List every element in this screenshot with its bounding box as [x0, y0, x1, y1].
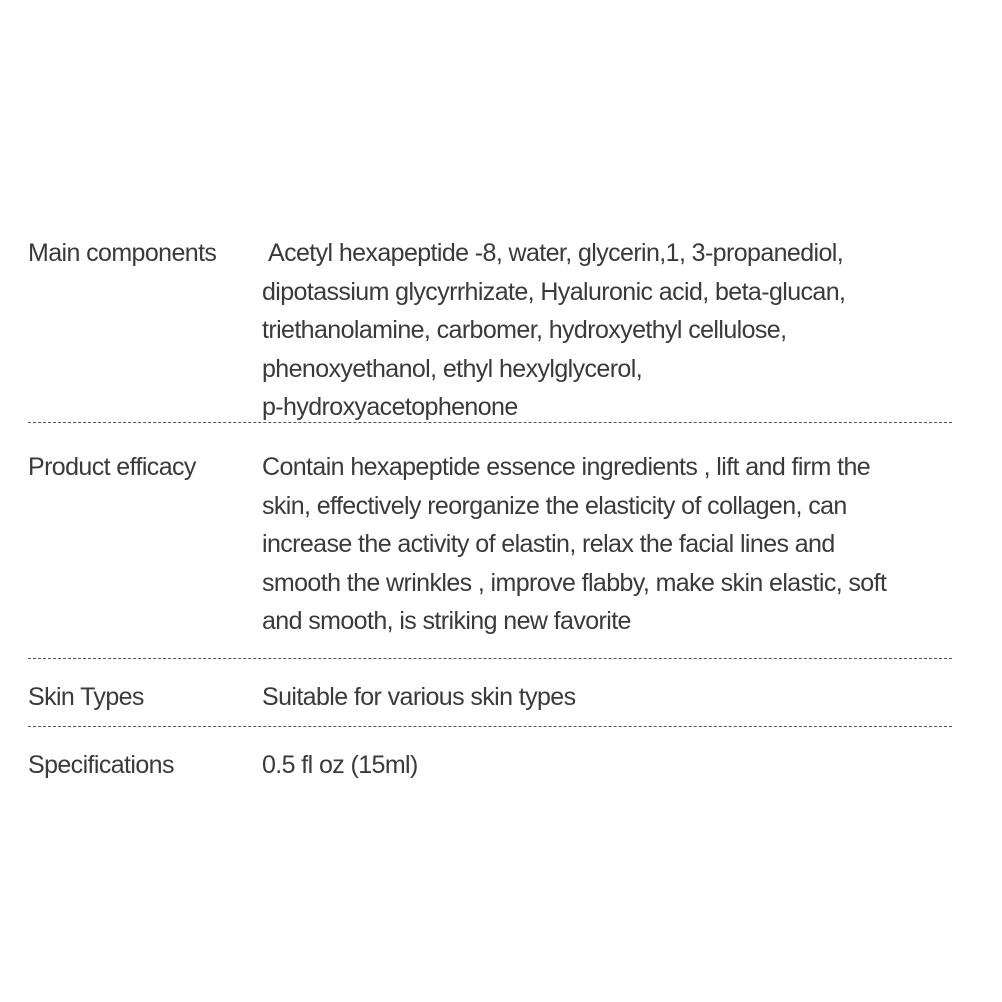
spec-value-skin-types: Suitable for various skin types [262, 683, 576, 711]
spec-label-product-efficacy: Product efficacy [28, 453, 196, 481]
spec-row-product-efficacy [28, 448, 952, 658]
spec-label-specifications: Specifications [28, 751, 174, 779]
spec-row-skin-types [28, 678, 952, 726]
spec-label-skin-types: Skin Types [28, 683, 144, 711]
dashed-divider [28, 726, 952, 727]
spec-value-main-components: Acetyl hexapeptide -8, water, glycerin,1, 3-propanediol, dipotassium glycyrrhizate, Hyaluronic acid, beta-glucan, triethanolamine, carbomer, hydroxyethyl cellulose, phenoxyethanol, ethyl hexylglycerol, p-hydroxyacetophenone [262, 239, 846, 421]
product-spec-table [28, 234, 952, 786]
spec-row-main-components [28, 234, 952, 422]
spec-value-product-efficacy: Contain hexapeptide essence ingredients , lift and firm the skin, effectively reorganize the elasticity of collagen, can increase the activity of elastin, relax the facial lines and smooth the wrinkles , improve flabby, make skin elastic, soft and smooth, is striking new favorite [262, 453, 887, 635]
spec-label-main-components: Main components [28, 239, 217, 267]
dashed-divider [28, 658, 952, 659]
spec-value-specifications: 0.5 fl oz (15ml) [262, 751, 418, 779]
spec-row-specifications [28, 746, 952, 786]
